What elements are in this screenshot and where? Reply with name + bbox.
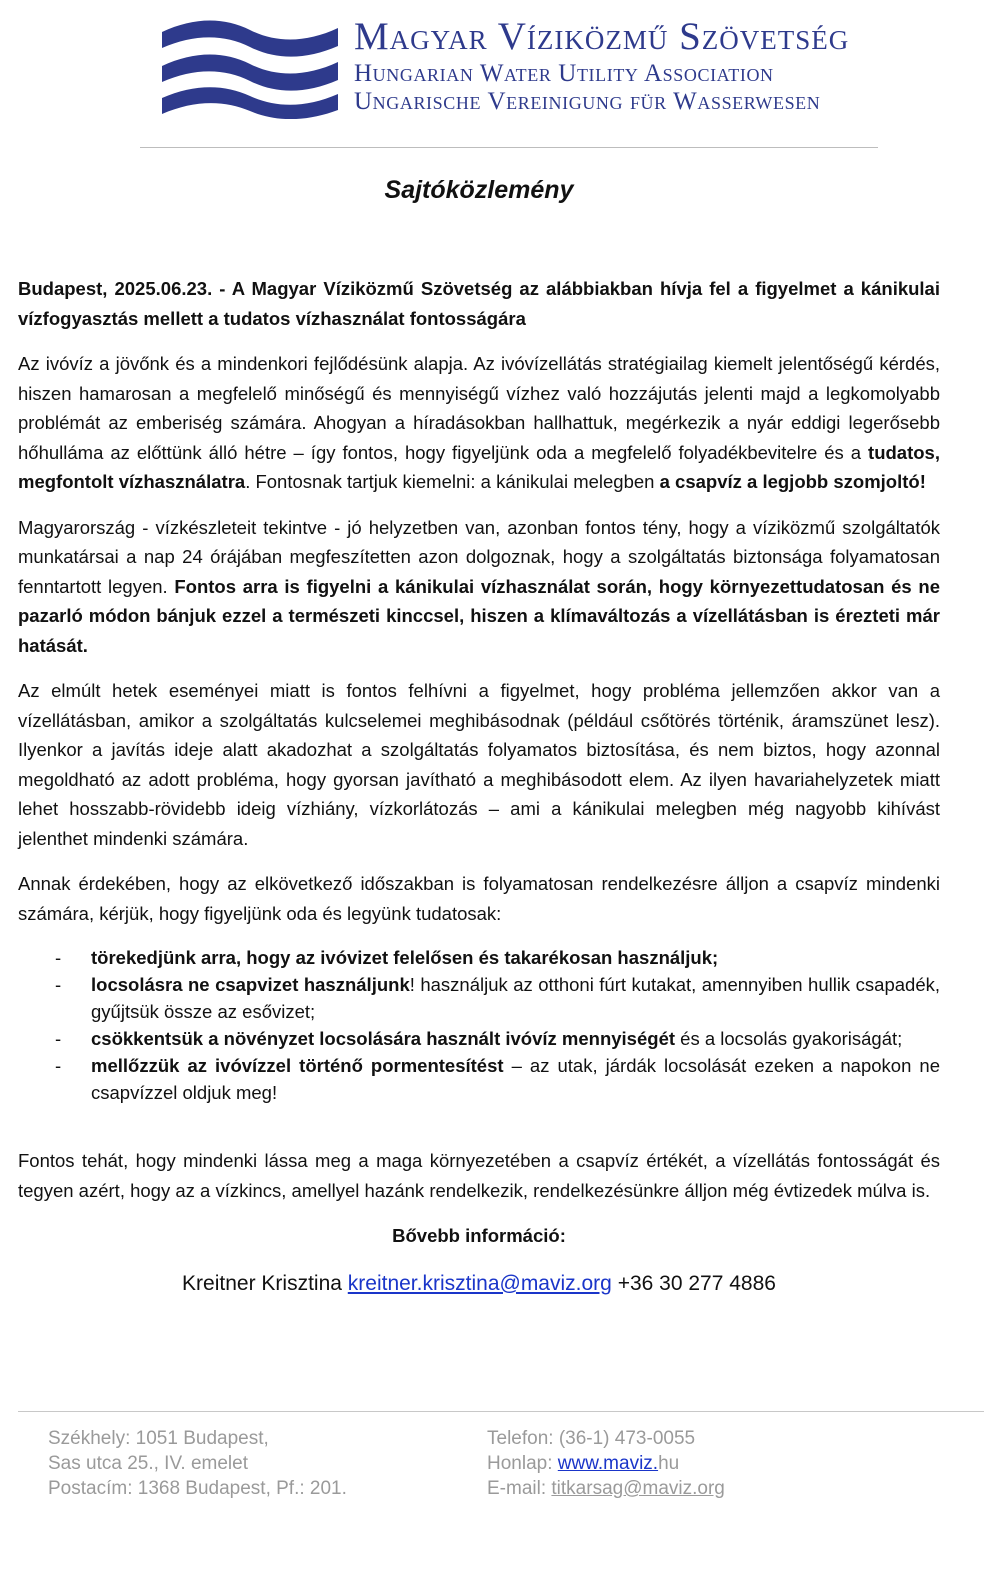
list-item (18, 971, 940, 1025)
list-item (18, 1052, 940, 1106)
org-name-english: Hungarian Water Utility Association (354, 60, 774, 87)
contact-name: Kreitner Krisztina (182, 1271, 342, 1295)
more-info-heading: Bővebb információ: (392, 1225, 566, 1246)
paragraph-1-text-a: Az ivóvíz a jövőnk és a mindenkori fejlődésünk alapja. Az ivóvízellátás stratégiailag kiemelt jelentőségű kérdés, hiszen hamarosan a megfelelő minőségű és mennyiségű vízhez való hozzájutás jelenti majd a legkomolyabb problémát az emberiség számára. Ahogyan a híradásokban hallhattuk, megérkezik a nyár eddigi legerősebb hőhulláma az előttünk álló hétre – így fontos, hogy figyeljünk oda a megfelelő folyadékbevitelre és a (18, 353, 940, 463)
list-item-bold: locsolásra ne csapvizet használjunk (91, 974, 410, 995)
footer-divider (18, 1411, 984, 1412)
bullet-dash: - (55, 947, 62, 968)
footer-website (487, 1451, 725, 1476)
footer-email-label: E-mail: (487, 1478, 552, 1499)
list-item-bold: törekedjünk arra, hogy az ivóvizet felelősen és takarékosan használjuk; (91, 947, 719, 968)
water-waves-logo-icon (160, 14, 340, 119)
paragraph-1-bold-b: a csapvíz a legjobb szomjoltó! (659, 471, 926, 492)
list-item-text: és a locsolás gyakoriságát; (675, 1028, 903, 1049)
org-name-hungarian: Magyar Víziközmű Szövetség (354, 15, 850, 58)
paragraph-1-text-b: . Fontosnak tartjuk kiemelni: a kánikulai melegben (245, 471, 660, 492)
paragraph-1 (18, 349, 940, 497)
footer-email (487, 1476, 725, 1501)
footer-phone: Telefon: (36-1) 473-0055 (487, 1428, 696, 1449)
footer-website-label: Honlap: (487, 1453, 558, 1474)
footer-address (48, 1426, 347, 1501)
footer-contacts (487, 1426, 725, 1501)
org-name-german: Ungarische Vereinigung für Wasserwesen (354, 88, 821, 115)
bullet-dash: - (55, 1055, 62, 1076)
bullet-dash: - (55, 974, 62, 995)
list-item-bold: csökkentsük a növényzet locsolására használt ivóvíz mennyiségét (91, 1028, 676, 1049)
paragraph-2-text: Magyarország - vízkészleteit tekintve - jó helyzetben van, azonban fontos tény, hogy a víziközmű szolgáltatók munkatársai a nap 24 órájában megfeszítetten azon dolgoznak, hogy a szolgáltatás biztonsága folyamatosan fenntartott legyen. (18, 516, 940, 597)
contact-email-link[interactable]: kreitner.krisztina@maviz.org (347, 1271, 612, 1295)
footer-email-link[interactable]: titkarsag@maviz.org (551, 1478, 725, 1499)
paragraph-5: Fontos tehát, hogy mindenki lássa meg a maga környezetében a csapvíz értékét, a vízellátás fontosságát és tegyen azért, hogy az a vízkincs, amellyel hazánk rendelkezik, rendelkezésünkre álljon még évtizedek múlva is. (18, 1150, 940, 1201)
document-body (18, 274, 940, 1298)
list-item (18, 944, 940, 971)
footer-address-line: Székhely: 1051 Budapest, (48, 1428, 269, 1449)
bullet-dash: - (55, 1028, 62, 1049)
paragraph-2 (18, 513, 940, 661)
contact-phone: +36 30 277 4886 (617, 1271, 776, 1295)
lead-paragraph: Budapest, 2025.06.23. - A Magyar Víziközmű Szövetség az alábbiakban hívja fel a figyelmet a kánikulai vízfogyasztás mellett a tudatos vízhasználat fontosságára (18, 278, 940, 329)
recommendation-list (18, 944, 940, 1106)
list-item-bold: mellőzzük az ivóvízzel történő pormentesítést (91, 1055, 504, 1076)
list-item-text: ! használjuk az otthoni fúrt kutakat, amennyiben hullik csapadék, gyűjtsük össze az esővizet; (91, 974, 940, 1022)
footer-postal-address: Postacím: 1368 Budapest, Pf.: 201. (48, 1478, 347, 1499)
header-divider (140, 147, 878, 148)
footer-website-tld: hu (658, 1453, 680, 1474)
list-item-text: – az utak, járdák locsolását ezeken a napokon ne csapvízzel oldjuk meg! (91, 1055, 940, 1103)
contact-line (18, 1269, 940, 1299)
paragraph-3: Az elmúlt hetek eseményei miatt is fontos felhívni a figyelmet, hogy probléma jellemzően akkor van a vízellátásban, amikor a szolgáltatás kulcselemei meghibásodnak (például csőtörés történik, áramszünet lesz). Ilyenkor a javítás ideje alatt akadozhat a szolgáltatás folyamatos biztosítása, és nem biztos, hogy azonnal megoldható az adott probléma, hogy gyorsan javítható a meghibásodott elem. Az ilyen havariahelyzetek miatt lehet hosszabb-rövidebb ideig vízhiány, vízkorlátozás – ami a kánikulai melegben még nagyobb kihívást jelenthet mindenki számára. (18, 680, 940, 849)
list-item (18, 1025, 940, 1052)
footer-website-link[interactable]: www.maviz. (557, 1453, 659, 1474)
paragraph-2-bold: Fontos arra is figyelni a kánikulai vízhasználat során, hogy környezettudatosan és ne pazarló módon bánjuk ezzel a természeti kinccsel, hiszen a klímaváltozás a vízellátásban is érezteti már hatását. (18, 575, 940, 656)
footer-address-line: Sas utca 25., IV. emelet (48, 1453, 248, 1474)
paragraph-1-bold-a: tudatos, megfontolt vízhasználatra (18, 441, 940, 492)
document-title: Sajtóközlemény (384, 176, 574, 204)
paragraph-4: Annak érdekében, hogy az elkövetkező időszakban is folyamatosan rendelkezésre álljon a csapvíz mindenki számára, kérjük, hogy figyeljünk oda és legyünk tudatosak: (18, 873, 940, 924)
